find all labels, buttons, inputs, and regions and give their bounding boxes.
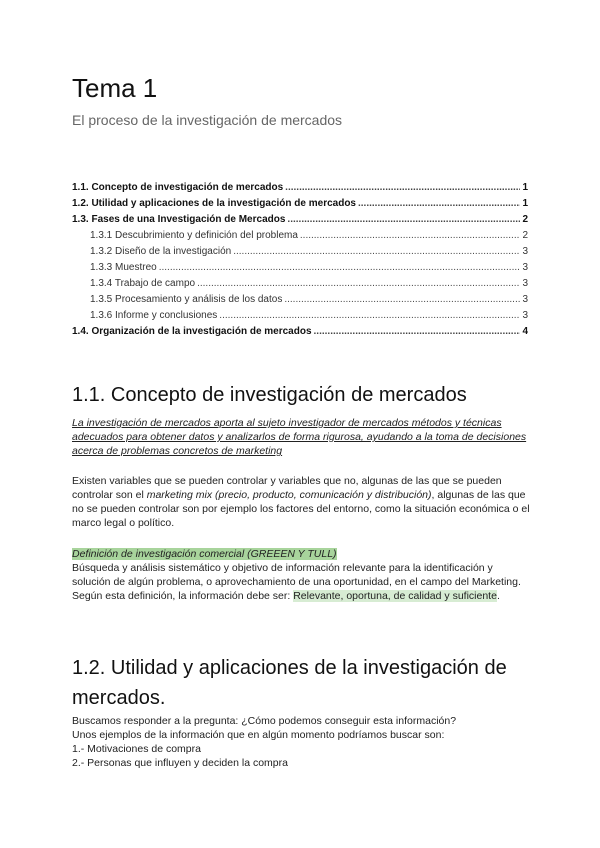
toc-label: 1.1. Concepto de investigación de mercados bbox=[72, 182, 284, 193]
toc-page: 1 bbox=[522, 182, 528, 193]
section-1-2-line: Buscamos responder a la pregunta: ¿Cómo podemos conseguir esta información? bbox=[72, 715, 457, 727]
toc-leader bbox=[219, 308, 520, 324]
toc-leader bbox=[287, 212, 520, 228]
toc-entry-1-4[interactable] bbox=[72, 324, 528, 340]
definition-end: . bbox=[496, 590, 500, 602]
definition-highlight: Relevante, oportuna, de calidad y suficiente bbox=[293, 590, 497, 602]
section-1-1-quote: La investigación de mercados aporta al sujeto investigador de mercados métodos y técnicas adecuados para obtener datos y analizarlos de forma rigurosa, ayudando a la toma de decisiones acerca de problemas concretos de marketing bbox=[72, 417, 527, 457]
document-title: Tema 1 bbox=[72, 73, 158, 103]
toc-page: 2 bbox=[522, 230, 528, 241]
toc-entry-1-3-1[interactable] bbox=[72, 228, 528, 244]
toc-entry-1-3-2[interactable] bbox=[72, 244, 528, 260]
toc-entry-1-3-3[interactable] bbox=[72, 260, 528, 276]
toc-entry-1-3-5[interactable] bbox=[72, 292, 528, 308]
section-1-2-body bbox=[72, 714, 532, 770]
toc-entry-1-3-6[interactable] bbox=[72, 308, 528, 324]
toc-label: 1.3. Fases de una Investigación de Mercados bbox=[72, 214, 286, 225]
list-item: 1.- Motivaciones de compra bbox=[72, 743, 201, 755]
toc-leader bbox=[300, 228, 521, 244]
toc-page: 3 bbox=[522, 262, 528, 273]
section-1-2-heading: 1.2. Utilidad y aplicaciones de la investigación de mercados. bbox=[72, 657, 507, 709]
toc-entry-1-3[interactable] bbox=[72, 212, 528, 228]
toc-label: 1.3.3 Muestreo bbox=[90, 262, 157, 273]
document-header bbox=[72, 70, 528, 340]
toc-label: 1.3.2 Diseño de la investigación bbox=[90, 246, 232, 257]
toc-leader bbox=[314, 324, 521, 340]
marketing-mix-text: marketing mix (precio, producto, comunicación y distribución) bbox=[146, 489, 432, 501]
toc-label: 1.3.5 Procesamiento y análisis de los datos bbox=[90, 294, 283, 305]
paragraph-text: , algunas de las que no se pueden controlar son por ejemplo los factores del entorno, como la situación económica o el marco legal o político. bbox=[72, 489, 530, 529]
definition-text: Búsqueda y análisis sistemático y objetivo de información relevante para la identificación y solución de algún problema, o aprovechamiento de una oportunidad, en el campo del Marketing. bbox=[72, 562, 521, 588]
toc-leader bbox=[197, 276, 520, 292]
toc-label: 1.3.4 Trabajo de campo bbox=[90, 278, 196, 289]
toc-leader bbox=[285, 180, 520, 196]
toc-leader bbox=[284, 292, 520, 308]
document-subtitle: El proceso de la investigación de mercados bbox=[72, 112, 343, 128]
toc-leader bbox=[233, 244, 520, 260]
toc-entry-1-1[interactable] bbox=[72, 180, 528, 196]
toc-page: 3 bbox=[522, 310, 528, 321]
definition-block bbox=[72, 547, 532, 603]
section-1-1-paragraph bbox=[72, 474, 532, 530]
toc-leader bbox=[159, 260, 521, 276]
toc-leader bbox=[358, 196, 520, 212]
toc-page: 3 bbox=[522, 246, 528, 257]
list-item: 2.- Personas que influyen y deciden la compra bbox=[72, 757, 288, 769]
toc-label: 1.3.6 Informe y conclusiones bbox=[90, 310, 218, 321]
toc-label: 1.3.1 Descubrimiento y definición del problema bbox=[90, 230, 298, 241]
definition-follow: Según esta definición, la información debe ser: bbox=[72, 590, 294, 602]
toc-page: 3 bbox=[522, 278, 528, 289]
toc-page: 1 bbox=[522, 198, 528, 209]
toc-label: 1.4. Organización de la investigación de mercados bbox=[72, 326, 312, 337]
toc-entry-1-2[interactable] bbox=[72, 196, 528, 212]
toc-page: 3 bbox=[522, 294, 528, 305]
definition-title: Definición de investigación comercial (GREEEN Y TULL) bbox=[72, 548, 337, 560]
section-1-2-line: Unos ejemplos de la información que en algún momento podríamos buscar son: bbox=[72, 729, 445, 741]
table-of-contents bbox=[72, 180, 528, 340]
toc-label: 1.2. Utilidad y aplicaciones de la investigación de mercados bbox=[72, 198, 356, 209]
paragraph-text: Existen variables que se pueden controlar y variables que no, algunas de las que se pueden controlar son el bbox=[72, 475, 502, 501]
toc-page: 2 bbox=[522, 214, 528, 225]
toc-entry-1-3-4[interactable] bbox=[72, 276, 528, 292]
section-1-1-heading: 1.1. Concepto de investigación de mercados bbox=[72, 384, 467, 406]
toc-page: 4 bbox=[522, 326, 528, 337]
